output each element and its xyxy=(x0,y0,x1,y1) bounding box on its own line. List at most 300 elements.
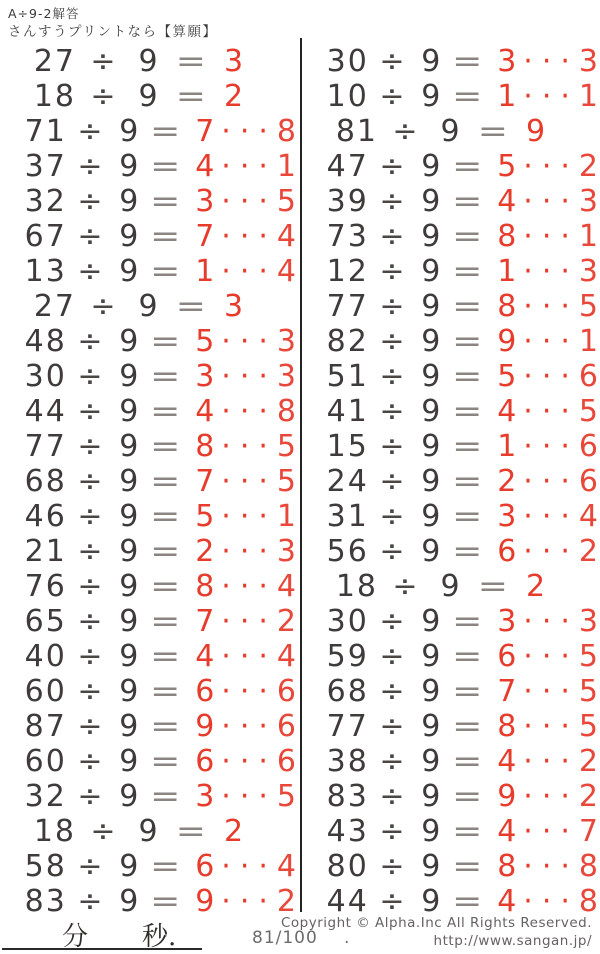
divisor: 9 xyxy=(421,673,443,709)
divisor: 9 xyxy=(421,183,443,219)
equals-sign: = xyxy=(150,253,184,289)
problem-row xyxy=(10,814,298,849)
quotient: 8 xyxy=(497,848,519,884)
divisor: 9 xyxy=(119,848,141,884)
remainder-dots-icon: ··· xyxy=(221,778,277,814)
dividend: 12 xyxy=(326,253,369,289)
divisor: 9 xyxy=(119,673,141,709)
problem-row xyxy=(312,534,600,569)
remainder-dots-icon: ··· xyxy=(523,708,579,744)
divide-sign: ÷ xyxy=(77,183,105,219)
remainder: 8 xyxy=(578,883,600,919)
answer xyxy=(491,743,600,779)
problem-row xyxy=(312,499,600,534)
divisor: 9 xyxy=(440,568,462,604)
answer xyxy=(189,708,298,744)
quotient: 9 xyxy=(497,323,519,359)
quotient: 4 xyxy=(195,393,217,429)
dividend: 77 xyxy=(326,708,369,744)
quotient: 2 xyxy=(224,78,246,114)
remainder-dots-icon: ··· xyxy=(523,498,579,534)
equals-sign: = xyxy=(175,78,209,114)
seconds-label: 秒. xyxy=(142,922,177,952)
quotient: 3 xyxy=(497,603,519,639)
answer xyxy=(189,533,298,569)
divisor: 9 xyxy=(119,603,141,639)
dividend: 43 xyxy=(326,813,369,849)
divisor: 9 xyxy=(421,78,443,114)
remainder-dots-icon: ··· xyxy=(523,393,579,429)
divisor: 9 xyxy=(119,568,141,604)
divisor: 9 xyxy=(119,183,141,219)
stray-period: . xyxy=(344,928,350,948)
problem-row xyxy=(10,149,298,184)
equals-sign: = xyxy=(150,848,184,884)
divide-sign: ÷ xyxy=(77,393,105,429)
quotient: 8 xyxy=(497,288,519,324)
answer xyxy=(491,393,600,429)
problem-row xyxy=(10,324,298,359)
problem-row xyxy=(312,394,600,429)
answer xyxy=(189,778,298,814)
divisor: 9 xyxy=(421,323,443,359)
dividend: 87 xyxy=(24,708,67,744)
equals-sign: = xyxy=(452,148,486,184)
equals-sign: = xyxy=(175,813,209,849)
answer xyxy=(491,603,600,639)
quotient: 2 xyxy=(224,813,246,849)
quotient: 1 xyxy=(195,253,217,289)
equals-sign: = xyxy=(452,323,486,359)
remainder-dots-icon: ··· xyxy=(523,848,579,884)
problem-row xyxy=(312,254,600,289)
dividend: 41 xyxy=(326,393,369,429)
dividend: 44 xyxy=(326,883,369,919)
remainder-dots-icon: ··· xyxy=(523,428,579,464)
answer xyxy=(189,253,298,289)
equals-sign: = xyxy=(150,708,184,744)
quotient: 5 xyxy=(497,358,519,394)
remainder-dots-icon: ··· xyxy=(221,708,277,744)
remainder-dots-icon: ··· xyxy=(523,743,579,779)
remainder-dots-icon: ··· xyxy=(221,638,277,674)
answer xyxy=(189,358,298,394)
divide-sign: ÷ xyxy=(379,288,407,324)
equals-sign: = xyxy=(452,673,486,709)
problem-row xyxy=(312,604,600,639)
equals-sign: = xyxy=(150,638,184,674)
remainder: 3 xyxy=(578,43,600,79)
quotient: 8 xyxy=(195,428,217,464)
page-number: 81/100 xyxy=(252,928,318,948)
quotient: 4 xyxy=(195,638,217,674)
dividend: 27 xyxy=(33,288,76,324)
divide-sign: ÷ xyxy=(77,673,105,709)
dividend: 10 xyxy=(326,78,369,114)
quotient: 4 xyxy=(497,183,519,219)
answer xyxy=(189,638,298,674)
remainder-dots-icon: ··· xyxy=(221,463,277,499)
divisor: 9 xyxy=(119,113,141,149)
problem-row xyxy=(10,44,298,79)
dividend: 40 xyxy=(24,638,67,674)
answer xyxy=(189,113,298,149)
remainder: 3 xyxy=(578,253,600,289)
remainder: 5 xyxy=(578,638,600,674)
equals-sign: = xyxy=(175,288,209,324)
answer xyxy=(491,358,600,394)
divide-sign: ÷ xyxy=(77,638,105,674)
dividend: 68 xyxy=(326,673,369,709)
remainder: 2 xyxy=(276,883,298,919)
quotient: 1 xyxy=(497,428,519,464)
problem-row xyxy=(312,674,600,709)
remainder-dots-icon: ··· xyxy=(221,358,277,394)
divisor: 9 xyxy=(119,463,141,499)
remainder-dots-icon: ··· xyxy=(523,778,579,814)
quotient: 1 xyxy=(497,78,519,114)
remainder: 6 xyxy=(578,463,600,499)
divide-sign: ÷ xyxy=(379,708,407,744)
remainder: 5 xyxy=(578,393,600,429)
divide-sign: ÷ xyxy=(77,743,105,779)
worksheet-title: A÷9-2解答 xyxy=(8,6,80,21)
quotient: 6 xyxy=(195,673,217,709)
problems-column-left xyxy=(10,44,298,919)
quotient: 8 xyxy=(497,218,519,254)
remainder-dots-icon: ··· xyxy=(221,848,277,884)
problem-row xyxy=(10,79,298,114)
dividend: 59 xyxy=(326,638,369,674)
remainder: 4 xyxy=(276,253,298,289)
quotient: 4 xyxy=(497,813,519,849)
remainder: 1 xyxy=(276,498,298,534)
equals-sign: = xyxy=(150,463,184,499)
quotient: 3 xyxy=(497,498,519,534)
divisor: 9 xyxy=(421,218,443,254)
equals-sign: = xyxy=(150,148,184,184)
quotient: 9 xyxy=(195,708,217,744)
answer xyxy=(189,743,298,779)
problem-row xyxy=(312,849,600,884)
dividend: 77 xyxy=(24,428,67,464)
divisor: 9 xyxy=(421,148,443,184)
dividend: 37 xyxy=(24,148,67,184)
dividend: 30 xyxy=(326,603,369,639)
divisor: 9 xyxy=(119,393,141,429)
remainder-dots-icon: ··· xyxy=(221,113,277,149)
divisor: 9 xyxy=(119,323,141,359)
problem-row xyxy=(312,639,600,674)
answer xyxy=(491,813,600,849)
remainder: 2 xyxy=(578,148,600,184)
divisor: 9 xyxy=(421,463,443,499)
dividend: 82 xyxy=(326,323,369,359)
problem-row xyxy=(312,744,600,779)
dividend: 18 xyxy=(33,813,76,849)
remainder-dots-icon: ··· xyxy=(221,323,277,359)
divisor: 9 xyxy=(421,253,443,289)
equals-sign: = xyxy=(452,638,486,674)
divisor: 9 xyxy=(138,813,160,849)
equals-sign: = xyxy=(452,78,486,114)
equals-sign: = xyxy=(150,323,184,359)
dividend: 24 xyxy=(326,463,369,499)
remainder: 6 xyxy=(578,358,600,394)
divide-sign: ÷ xyxy=(90,78,118,114)
divide-sign: ÷ xyxy=(379,428,407,464)
answer xyxy=(189,428,298,464)
dividend: 18 xyxy=(33,78,76,114)
answer xyxy=(189,848,298,884)
divide-sign: ÷ xyxy=(379,148,407,184)
copyright-text: Copyright © Alpha.Inc All Rights Reserved. xyxy=(281,915,592,931)
answer xyxy=(189,463,298,499)
divide-sign: ÷ xyxy=(379,778,407,814)
remainder: 8 xyxy=(578,848,600,884)
equals-sign: = xyxy=(452,743,486,779)
remainder-dots-icon: ··· xyxy=(523,183,579,219)
remainder: 3 xyxy=(276,358,298,394)
problem-row xyxy=(10,464,298,499)
dividend: 48 xyxy=(24,323,67,359)
equals-sign: = xyxy=(150,883,184,919)
dividend: 81 xyxy=(335,113,378,149)
column-divider-line xyxy=(300,38,302,912)
remainder: 5 xyxy=(276,428,298,464)
dividend: 32 xyxy=(24,183,67,219)
problem-row xyxy=(312,114,600,149)
divide-sign: ÷ xyxy=(392,113,420,149)
divisor: 9 xyxy=(421,428,443,464)
quotient: 1 xyxy=(497,253,519,289)
quotient: 8 xyxy=(195,568,217,604)
problem-row xyxy=(10,639,298,674)
problems-column-right xyxy=(312,44,600,919)
problem-row xyxy=(10,849,298,884)
quotient: 7 xyxy=(497,673,519,709)
equals-sign: = xyxy=(452,498,486,534)
dividend: 56 xyxy=(326,533,369,569)
answer xyxy=(189,183,298,219)
divide-sign: ÷ xyxy=(77,323,105,359)
divide-sign: ÷ xyxy=(379,813,407,849)
equals-sign: = xyxy=(477,568,511,604)
equals-sign: = xyxy=(175,43,209,79)
remainder: 1 xyxy=(276,148,298,184)
remainder: 5 xyxy=(276,183,298,219)
divisor: 9 xyxy=(421,813,443,849)
quotient: 3 xyxy=(224,43,246,79)
problem-row xyxy=(10,359,298,394)
problem-row xyxy=(312,464,600,499)
quotient: 3 xyxy=(195,778,217,814)
remainder: 6 xyxy=(276,673,298,709)
answer xyxy=(189,673,298,709)
problem-row xyxy=(312,149,600,184)
divide-sign: ÷ xyxy=(379,848,407,884)
divisor: 9 xyxy=(119,253,141,289)
quotient: 4 xyxy=(195,148,217,184)
problem-row xyxy=(10,219,298,254)
divisor: 9 xyxy=(119,708,141,744)
dividend: 30 xyxy=(24,358,67,394)
quotient: 7 xyxy=(195,113,217,149)
remainder: 2 xyxy=(578,743,600,779)
divide-sign: ÷ xyxy=(77,498,105,534)
remainder-dots-icon: ··· xyxy=(523,288,579,324)
remainder-dots-icon: ··· xyxy=(221,148,277,184)
divide-sign: ÷ xyxy=(392,568,420,604)
dividend: 39 xyxy=(326,183,369,219)
quotient: 4 xyxy=(497,743,519,779)
answer xyxy=(491,778,600,814)
quotient: 7 xyxy=(195,603,217,639)
answer xyxy=(491,498,600,534)
dividend: 58 xyxy=(24,848,67,884)
answer xyxy=(189,498,298,534)
dividend: 73 xyxy=(326,218,369,254)
answer xyxy=(189,323,298,359)
problem-row xyxy=(10,499,298,534)
remainder-dots-icon: ··· xyxy=(523,218,579,254)
problem-row xyxy=(10,569,298,604)
website-url: http://www.sangan.jp/ xyxy=(433,933,592,949)
answer xyxy=(189,568,298,604)
equals-sign: = xyxy=(452,253,486,289)
divisor: 9 xyxy=(138,78,160,114)
problem-row xyxy=(10,289,298,324)
dividend: 60 xyxy=(24,673,67,709)
divisor: 9 xyxy=(421,43,443,79)
divisor: 9 xyxy=(421,778,443,814)
remainder: 5 xyxy=(578,673,600,709)
dividend: 30 xyxy=(326,43,369,79)
remainder: 6 xyxy=(276,708,298,744)
quotient: 5 xyxy=(497,148,519,184)
answer xyxy=(491,148,600,184)
problem-row xyxy=(312,289,600,324)
divide-sign: ÷ xyxy=(77,533,105,569)
divide-sign: ÷ xyxy=(379,183,407,219)
dividend: 71 xyxy=(24,113,67,149)
answer xyxy=(189,393,298,429)
divide-sign: ÷ xyxy=(77,848,105,884)
remainder-dots-icon: ··· xyxy=(221,603,277,639)
quotient: 6 xyxy=(497,638,519,674)
divisor: 9 xyxy=(119,498,141,534)
remainder-dots-icon: ··· xyxy=(221,393,277,429)
quotient: 6 xyxy=(195,743,217,779)
answer xyxy=(491,533,600,569)
answer xyxy=(491,638,600,674)
equals-sign: = xyxy=(452,393,486,429)
answer xyxy=(189,148,298,184)
equals-sign: = xyxy=(452,778,486,814)
answer xyxy=(491,288,600,324)
quotient: 9 xyxy=(526,113,548,149)
remainder: 1 xyxy=(578,218,600,254)
equals-sign: = xyxy=(452,288,486,324)
divide-sign: ÷ xyxy=(77,778,105,814)
divide-sign: ÷ xyxy=(77,883,105,919)
remainder-dots-icon: ··· xyxy=(221,253,277,289)
divide-sign: ÷ xyxy=(77,463,105,499)
remainder: 4 xyxy=(276,568,298,604)
remainder-dots-icon: ··· xyxy=(221,533,277,569)
remainder-dots-icon: ··· xyxy=(221,568,277,604)
problem-row xyxy=(312,184,600,219)
divisor: 9 xyxy=(440,113,462,149)
equals-sign: = xyxy=(452,708,486,744)
equals-sign: = xyxy=(452,358,486,394)
divisor: 9 xyxy=(119,743,141,779)
remainder-dots-icon: ··· xyxy=(523,358,579,394)
divide-sign: ÷ xyxy=(77,428,105,464)
quotient: 6 xyxy=(195,848,217,884)
problem-row xyxy=(312,884,600,919)
quotient: 3 xyxy=(195,183,217,219)
remainder: 5 xyxy=(276,778,298,814)
quotient: 7 xyxy=(195,463,217,499)
divisor: 9 xyxy=(421,638,443,674)
dividend: 80 xyxy=(326,848,369,884)
remainder: 8 xyxy=(276,113,298,149)
divisor: 9 xyxy=(119,533,141,569)
divide-sign: ÷ xyxy=(379,463,407,499)
quotient: 3 xyxy=(195,358,217,394)
remainder-dots-icon: ··· xyxy=(221,183,277,219)
quotient: 7 xyxy=(195,218,217,254)
remainder-dots-icon: ··· xyxy=(221,673,277,709)
answer xyxy=(491,883,600,919)
remainder: 6 xyxy=(276,743,298,779)
remainder: 4 xyxy=(578,498,600,534)
dividend: 51 xyxy=(326,358,369,394)
answer xyxy=(491,323,600,359)
equals-sign: = xyxy=(452,848,486,884)
quotient: 5 xyxy=(195,323,217,359)
dividend: 83 xyxy=(24,883,67,919)
divide-sign: ÷ xyxy=(379,323,407,359)
divide-sign: ÷ xyxy=(379,533,407,569)
answer xyxy=(189,603,298,639)
answer xyxy=(491,463,600,499)
problem-row xyxy=(10,604,298,639)
remainder: 8 xyxy=(276,393,298,429)
problem-row xyxy=(10,744,298,779)
dividend: 31 xyxy=(326,498,369,534)
remainder-dots-icon: ··· xyxy=(221,883,277,919)
equals-sign: = xyxy=(150,568,184,604)
quotient: 9 xyxy=(195,883,217,919)
divisor: 9 xyxy=(119,883,141,919)
divide-sign: ÷ xyxy=(379,743,407,779)
remainder: 5 xyxy=(578,708,600,744)
divisor: 9 xyxy=(421,848,443,884)
equals-sign: = xyxy=(150,183,184,219)
quotient: 2 xyxy=(195,533,217,569)
remainder: 2 xyxy=(276,603,298,639)
divide-sign: ÷ xyxy=(379,393,407,429)
equals-sign: = xyxy=(452,43,486,79)
answer xyxy=(491,78,600,114)
quotient: 2 xyxy=(497,463,519,499)
problem-row xyxy=(312,219,600,254)
remainder: 3 xyxy=(578,603,600,639)
remainder: 1 xyxy=(578,323,600,359)
divide-sign: ÷ xyxy=(90,813,118,849)
